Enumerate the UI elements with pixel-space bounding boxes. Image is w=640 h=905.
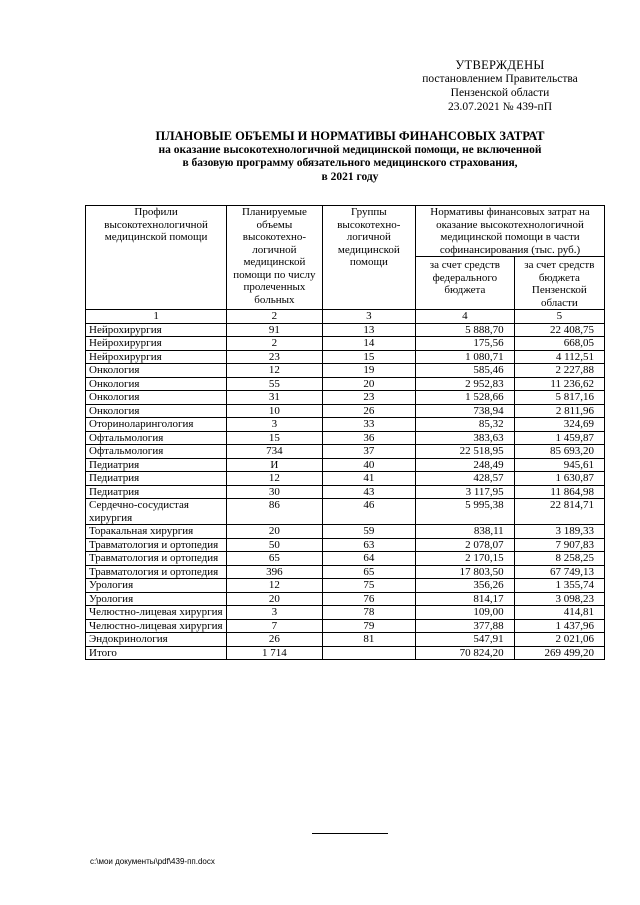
row-volume: 15 bbox=[227, 431, 322, 445]
table-row bbox=[86, 458, 605, 472]
row-federal: 175,56 bbox=[416, 337, 515, 351]
row-volume: 12 bbox=[227, 472, 322, 486]
row-regional: 1 355,74 bbox=[514, 579, 604, 593]
row-volume: 396 bbox=[227, 565, 322, 579]
row-federal: 838,11 bbox=[416, 525, 515, 539]
row-group: 41 bbox=[322, 472, 415, 486]
row-regional: 85 693,20 bbox=[514, 445, 604, 459]
row-volume: 2 bbox=[227, 337, 322, 351]
row-volume: 1 714 bbox=[227, 646, 322, 660]
row-profile: Педиатрия bbox=[86, 485, 227, 499]
header-norms: Нормативы финансовых затрат на оказание высокотехнологичной медицинской помощи в части софинансирования (тыс. руб.) bbox=[416, 206, 605, 257]
row-regional: 22 408,75 bbox=[514, 323, 604, 337]
row-volume: 7 bbox=[227, 619, 322, 633]
table-row bbox=[86, 431, 605, 445]
row-profile: Офтальмология bbox=[86, 445, 227, 459]
row-regional: 8 258,25 bbox=[514, 552, 604, 566]
footer-divider bbox=[312, 833, 388, 834]
row-federal: 2 170,15 bbox=[416, 552, 515, 566]
row-federal: 2 952,83 bbox=[416, 377, 515, 391]
row-regional: 1 437,96 bbox=[514, 619, 604, 633]
approval-line-3: 23.07.2021 № 439-пП bbox=[447, 101, 552, 113]
approval-line-1: постановлением Правительства bbox=[422, 73, 578, 85]
table-row bbox=[86, 323, 605, 337]
row-regional: 2 021,06 bbox=[514, 633, 604, 647]
table-row bbox=[86, 552, 605, 566]
row-regional: 668,05 bbox=[514, 337, 604, 351]
row-regional: 414,81 bbox=[514, 606, 604, 620]
row-group: 13 bbox=[322, 323, 415, 337]
row-group: 33 bbox=[322, 418, 415, 432]
row-group: 76 bbox=[322, 592, 415, 606]
header-volume: Планируемые объемы высокотехно-логичной медицинской помощи по числу пролеченных больных bbox=[227, 206, 322, 310]
row-federal: 70 824,20 bbox=[416, 646, 515, 660]
row-federal: 5 888,70 bbox=[416, 323, 515, 337]
approval-block bbox=[380, 58, 620, 114]
row-federal: 5 995,38 bbox=[416, 499, 515, 525]
row-group: 78 bbox=[322, 606, 415, 620]
row-profile: Онкология bbox=[86, 391, 227, 405]
table-row bbox=[86, 485, 605, 499]
row-federal: 248,49 bbox=[416, 458, 515, 472]
row-profile: Педиатрия bbox=[86, 458, 227, 472]
row-regional: 3 098,23 bbox=[514, 592, 604, 606]
row-federal: 17 803,50 bbox=[416, 565, 515, 579]
row-group: 36 bbox=[322, 431, 415, 445]
table-row bbox=[86, 646, 605, 660]
row-volume: 30 bbox=[227, 485, 322, 499]
table-row bbox=[86, 418, 605, 432]
row-volume: 20 bbox=[227, 592, 322, 606]
row-profile: Травматология и ортопедия bbox=[86, 565, 227, 579]
row-regional: 1 459,87 bbox=[514, 431, 604, 445]
header-regional: за счет средств бюджета Пензенской области bbox=[514, 257, 604, 310]
row-profile: Травматология и ортопедия bbox=[86, 538, 227, 552]
row-group: 43 bbox=[322, 485, 415, 499]
row-regional: 2 227,88 bbox=[514, 364, 604, 378]
row-volume: 55 bbox=[227, 377, 322, 391]
row-federal: 2 078,07 bbox=[416, 538, 515, 552]
table-row bbox=[86, 337, 605, 351]
row-profile: Челюстно-лицевая хирургия bbox=[86, 606, 227, 620]
row-profile: Травматология и ортопедия bbox=[86, 552, 227, 566]
column-number: 4 bbox=[416, 310, 515, 324]
row-profile: Онкология bbox=[86, 377, 227, 391]
row-federal: 356,26 bbox=[416, 579, 515, 593]
title-line-3: в базовую программу обязательного медицинского страхования, bbox=[182, 157, 518, 169]
row-regional: 269 499,20 bbox=[514, 646, 604, 660]
table-row bbox=[86, 364, 605, 378]
column-number: 5 bbox=[514, 310, 604, 324]
table-row bbox=[86, 377, 605, 391]
row-volume: 12 bbox=[227, 579, 322, 593]
row-volume: 3 bbox=[227, 606, 322, 620]
row-regional: 1 630,87 bbox=[514, 472, 604, 486]
row-volume: 23 bbox=[227, 350, 322, 364]
row-regional: 11 236,62 bbox=[514, 377, 604, 391]
row-profile: Итого bbox=[86, 646, 227, 660]
row-group: 15 bbox=[322, 350, 415, 364]
row-group: 75 bbox=[322, 579, 415, 593]
approval-heading: УТВЕРЖДЕНЫ bbox=[455, 58, 545, 72]
table-row bbox=[86, 633, 605, 647]
row-profile: Челюстно-лицевая хирургия bbox=[86, 619, 227, 633]
row-regional: 324,69 bbox=[514, 418, 604, 432]
column-number: 3 bbox=[322, 310, 415, 324]
row-regional: 22 814,71 bbox=[514, 499, 604, 525]
row-regional: 3 189,33 bbox=[514, 525, 604, 539]
column-number-row bbox=[86, 310, 605, 324]
row-federal: 383,63 bbox=[416, 431, 515, 445]
row-group: 40 bbox=[322, 458, 415, 472]
header-profile: Профили высокотехнологичной медицинской помощи bbox=[86, 206, 227, 310]
title-line-4: в 2021 году bbox=[321, 170, 379, 183]
row-volume: 31 bbox=[227, 391, 322, 405]
row-group: 37 bbox=[322, 445, 415, 459]
row-profile: Педиатрия bbox=[86, 472, 227, 486]
row-federal: 85,32 bbox=[416, 418, 515, 432]
header-groups: Группы высокотехно-логичной медицинской помощи bbox=[322, 206, 415, 310]
row-group: 81 bbox=[322, 633, 415, 647]
row-federal: 547,91 bbox=[416, 633, 515, 647]
row-federal: 585,46 bbox=[416, 364, 515, 378]
row-volume: 12 bbox=[227, 364, 322, 378]
table-body bbox=[86, 323, 605, 660]
row-volume: 26 bbox=[227, 633, 322, 647]
header-federal: за счет средств федерального бюджета bbox=[416, 257, 515, 310]
title-line-2: на оказание высокотехнологичной медицинской помощи, не включенной bbox=[158, 143, 542, 156]
row-group: 64 bbox=[322, 552, 415, 566]
row-group: 79 bbox=[322, 619, 415, 633]
table-row bbox=[86, 404, 605, 418]
row-profile: Торакальная хирургия bbox=[86, 525, 227, 539]
row-profile: Нейрохирургия bbox=[86, 350, 227, 364]
table-row bbox=[86, 499, 605, 525]
table-row bbox=[86, 565, 605, 579]
row-profile: Онкология bbox=[86, 364, 227, 378]
row-federal: 1 528,66 bbox=[416, 391, 515, 405]
row-group: 20 bbox=[322, 377, 415, 391]
row-federal: 814,17 bbox=[416, 592, 515, 606]
table-row bbox=[86, 472, 605, 486]
file-path: c:\мои документы\pdf\439-пп.docx bbox=[90, 857, 215, 866]
table-row bbox=[86, 445, 605, 459]
table-row bbox=[86, 391, 605, 405]
table-row bbox=[86, 538, 605, 552]
row-profile: Урология bbox=[86, 592, 227, 606]
approval-line-2: Пензенской области bbox=[450, 87, 550, 99]
row-group: 46 bbox=[322, 499, 415, 525]
document-title bbox=[100, 130, 600, 184]
row-federal: 738,94 bbox=[416, 404, 515, 418]
row-volume: 86 bbox=[227, 499, 322, 525]
row-volume: 91 bbox=[227, 323, 322, 337]
row-regional: 4 112,51 bbox=[514, 350, 604, 364]
row-regional: 67 749,13 bbox=[514, 565, 604, 579]
row-group: 59 bbox=[322, 525, 415, 539]
row-volume: 20 bbox=[227, 525, 322, 539]
table-row bbox=[86, 579, 605, 593]
row-regional: 11 864,98 bbox=[514, 485, 604, 499]
row-federal: 428,57 bbox=[416, 472, 515, 486]
row-volume: 50 bbox=[227, 538, 322, 552]
table-row bbox=[86, 525, 605, 539]
row-group: 19 bbox=[322, 364, 415, 378]
row-regional: 2 811,96 bbox=[514, 404, 604, 418]
title-line-1: ПЛАНОВЫЕ ОБЪЕМЫ И НОРМАТИВЫ ФИНАНСОВЫХ ЗАТРАТ bbox=[155, 129, 545, 143]
table-row bbox=[86, 592, 605, 606]
row-group: 23 bbox=[322, 391, 415, 405]
table-row bbox=[86, 606, 605, 620]
row-profile: Нейрохирургия bbox=[86, 323, 227, 337]
row-federal: 377,88 bbox=[416, 619, 515, 633]
row-volume: 734 bbox=[227, 445, 322, 459]
row-volume: 10 bbox=[227, 404, 322, 418]
row-federal: 3 117,95 bbox=[416, 485, 515, 499]
table-row bbox=[86, 350, 605, 364]
row-profile: Сердечно-сосудистая хирургия bbox=[86, 499, 227, 525]
row-federal: 1 080,71 bbox=[416, 350, 515, 364]
row-profile: Онкология bbox=[86, 404, 227, 418]
row-group: 14 bbox=[322, 337, 415, 351]
row-group: 26 bbox=[322, 404, 415, 418]
row-profile: Эндокринология bbox=[86, 633, 227, 647]
row-profile: Урология bbox=[86, 579, 227, 593]
row-profile: Нейрохирургия bbox=[86, 337, 227, 351]
row-profile: Офтальмология bbox=[86, 431, 227, 445]
row-profile: Оториноларингология bbox=[86, 418, 227, 432]
column-number: 2 bbox=[227, 310, 322, 324]
row-group bbox=[322, 646, 415, 660]
row-group: 63 bbox=[322, 538, 415, 552]
row-regional: 5 817,16 bbox=[514, 391, 604, 405]
row-volume: И bbox=[227, 458, 322, 472]
row-volume: 65 bbox=[227, 552, 322, 566]
row-regional: 945,61 bbox=[514, 458, 604, 472]
row-federal: 22 518,95 bbox=[416, 445, 515, 459]
row-group: 65 bbox=[322, 565, 415, 579]
table-row bbox=[86, 619, 605, 633]
row-regional: 7 907,83 bbox=[514, 538, 604, 552]
row-federal: 109,00 bbox=[416, 606, 515, 620]
financing-table bbox=[85, 205, 605, 660]
column-number: 1 bbox=[86, 310, 227, 324]
row-volume: 3 bbox=[227, 418, 322, 432]
